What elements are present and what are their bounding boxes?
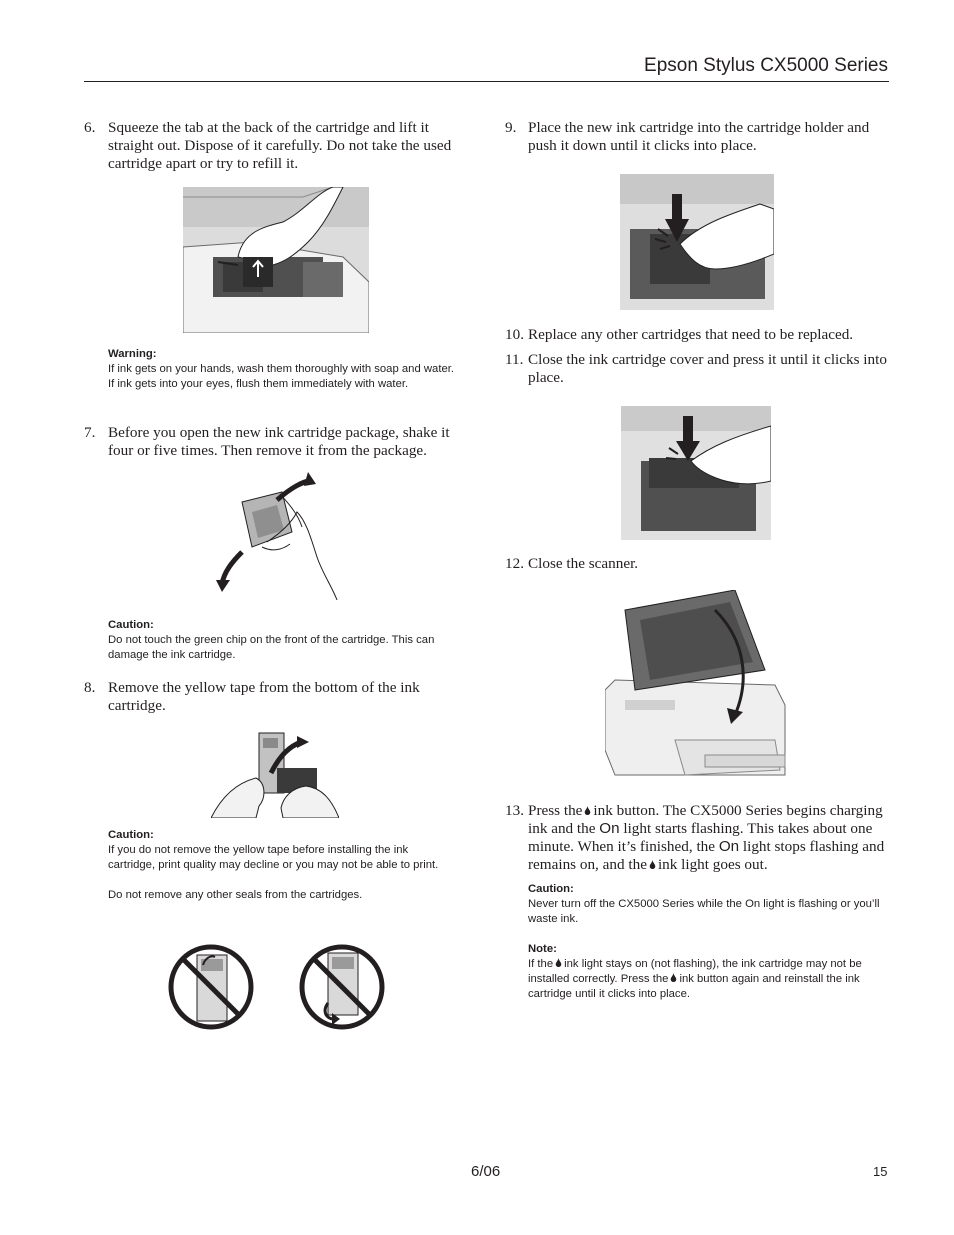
ink-drop-icon — [584, 805, 591, 816]
caution-text — [528, 897, 888, 927]
step-text-part: ink button. The CX5000 Series begins charging ink and the — [528, 802, 883, 837]
note-text — [528, 957, 890, 1002]
no-symbol-icon — [298, 943, 386, 1031]
step-number: 7. — [84, 424, 96, 441]
step-number: 8. — [84, 679, 96, 696]
page-number: 15 — [873, 1164, 888, 1179]
step-text: Place the new ink cartridge into the cartridge holder and push it down until it clicks into place. — [528, 119, 870, 154]
warning-note — [108, 347, 463, 392]
page-header-title: Epson Stylus CX5000 Series — [644, 55, 888, 76]
warning-label: Warning: — [108, 348, 157, 360]
close-scanner-illustration — [605, 590, 787, 785]
step-text: Close the ink cartridge cover and press it until it clicks into place. — [528, 351, 887, 386]
step-text: Squeeze the tab at the back of the cartridge and lift it straight out. Dispose of it carefully. Do not take the used cartridge apart or try to refill it. — [108, 119, 452, 172]
step-text: Replace any other cartridges that need to be replaced. — [528, 326, 854, 343]
caution-text-2: Do not remove any other seals from the cartridges. — [108, 889, 363, 901]
step-text-part: light starts flashing. This takes about one minute. When it’s finished, the — [528, 820, 873, 855]
ink-drop-icon — [649, 859, 656, 870]
remove-tape-illustration — [211, 728, 339, 818]
step-text: Close the scanner. — [528, 555, 639, 572]
no-symbol-icon — [167, 943, 255, 1031]
step-text-part: ink light goes out. — [657, 856, 768, 873]
caution-text: Do not touch the green chip on the front of the cartridge. This can damage the ink cartridge. — [108, 634, 435, 661]
note-text-part: ink button again and reinstall the ink cartridge until it clicks into place. — [528, 973, 860, 1000]
step-number: 6. — [84, 119, 96, 136]
on-light-label: On — [599, 820, 620, 837]
note-text-part: If the — [528, 958, 554, 970]
caution-label: Caution: — [108, 829, 154, 841]
step-number: 11. — [505, 351, 524, 368]
on-light-label: On — [745, 898, 761, 910]
step-text: Remove the yellow tape from the bottom of the ink cartridge. — [108, 679, 420, 714]
remove-cartridge-illustration — [183, 187, 369, 333]
note-label: Note: — [528, 943, 557, 955]
step-number: 10. — [505, 326, 524, 343]
note — [528, 942, 890, 1002]
warning-text: If ink gets on your hands, wash them thoroughly with soap and water. If ink gets into your eyes, flush them immediately with water. — [108, 363, 455, 390]
caution-text-part: light is flashing or you’ll waste ink. — [528, 898, 880, 925]
step-number: 12. — [505, 555, 524, 572]
ink-drop-icon — [670, 972, 677, 983]
header-rule — [84, 81, 889, 82]
ink-drop-icon — [555, 957, 562, 968]
step-text: Before you open the new ink cartridge package, shake it four or five times. Then remove it from the package. — [108, 424, 450, 459]
caution-note-1 — [108, 618, 470, 663]
step-text — [528, 802, 890, 874]
caution-text-part: Never turn off the CX5000 Series while the — [528, 898, 742, 910]
insert-cartridge-illustration — [620, 174, 774, 310]
note-text-part: ink light stays on (not flashing), the ink cartridge may not be installed correctly. Press the — [528, 958, 862, 985]
footer-date: 6/06 — [471, 1163, 501, 1180]
step-number: 13. — [505, 802, 524, 819]
caution-note-2 — [108, 828, 458, 903]
shake-cartridge-illustration — [212, 472, 340, 602]
caution-text: If you do not remove the yellow tape before installing the ink cartridge, print quality may decline or you may not be able to print. — [108, 844, 439, 871]
step-number: 9. — [505, 119, 517, 136]
caution-label: Caution: — [528, 883, 574, 895]
step-text-part: light stops flashing and remains on, and the — [528, 838, 885, 873]
caution-note-3 — [528, 882, 888, 927]
on-light-label: On — [718, 838, 740, 855]
caution-label: Caution: — [108, 619, 154, 631]
close-cover-illustration — [621, 406, 771, 540]
step-text-part: Press the — [528, 802, 583, 819]
